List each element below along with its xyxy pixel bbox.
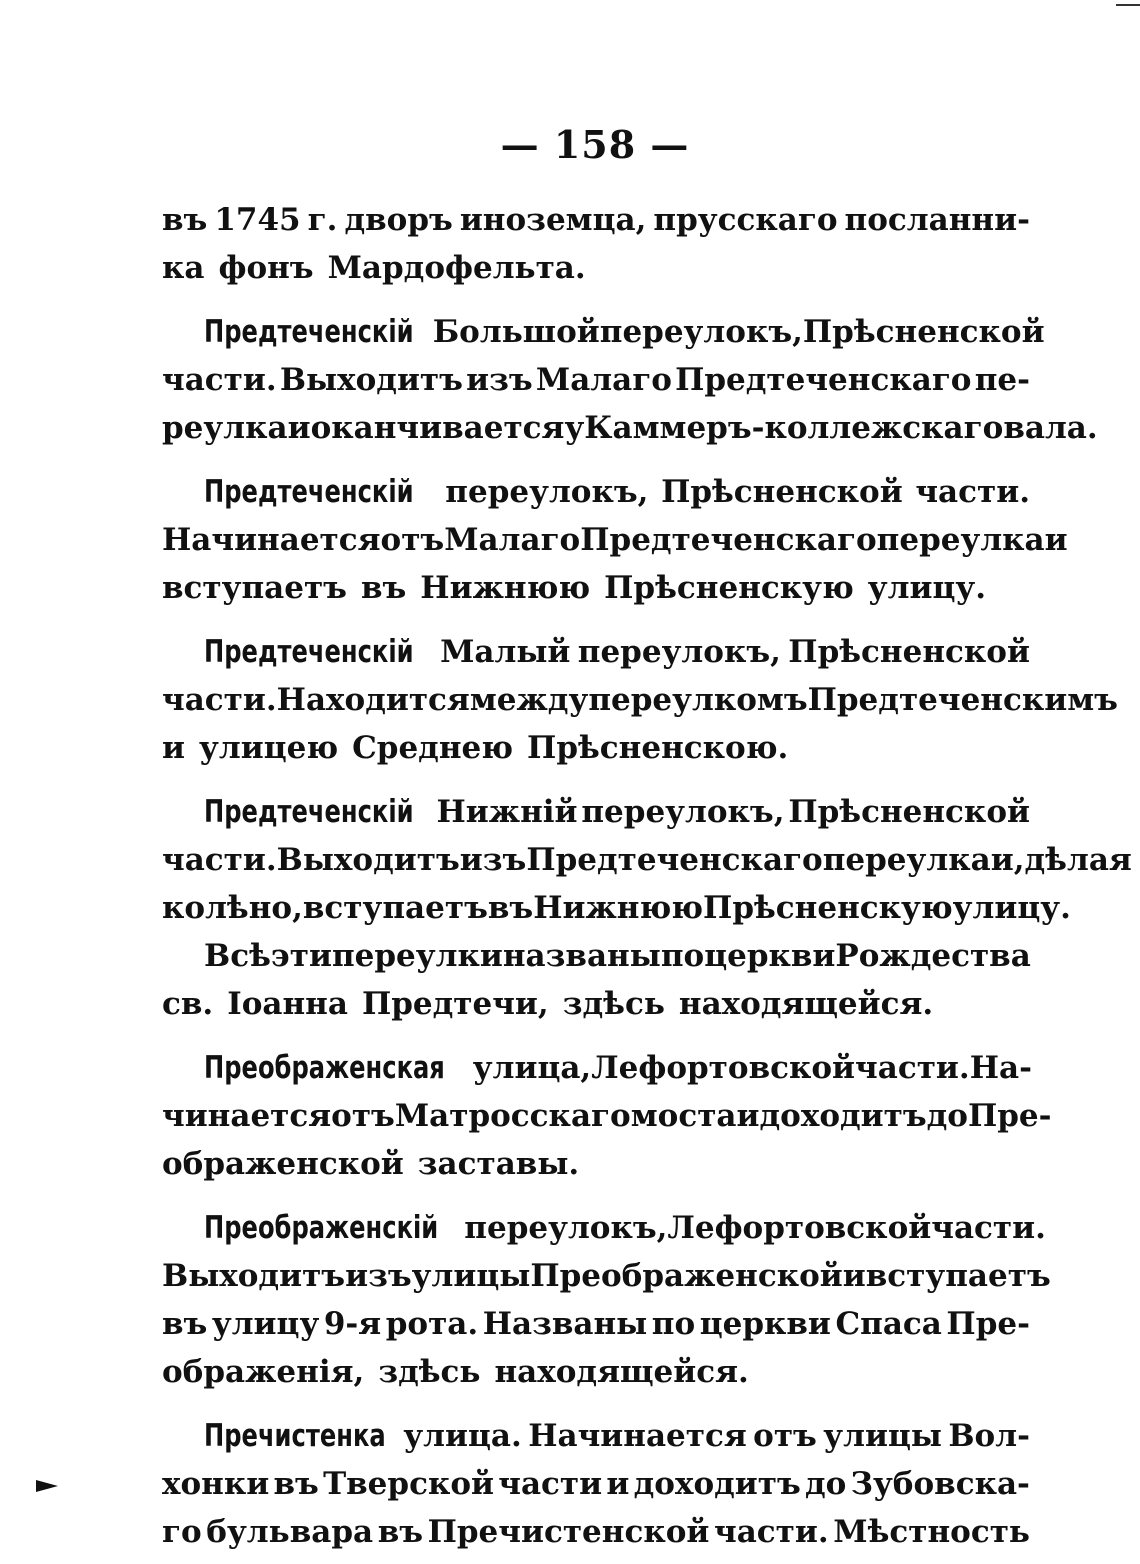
word: Предтечи,	[361, 986, 549, 1022]
word: вступаетъ	[302, 890, 488, 926]
entry-headword: Предтеченскій	[204, 314, 414, 350]
word: Іоанна	[227, 986, 348, 1022]
text-line	[162, 468, 1030, 516]
text-line	[162, 516, 1068, 564]
word: въ	[360, 570, 407, 606]
entry-headword: Преображенскій	[204, 1210, 439, 1246]
margin-mark	[36, 1480, 58, 1492]
word: Названы	[482, 1306, 648, 1342]
word: Выходитъ	[162, 1258, 346, 1294]
page-number: — 158 —	[500, 122, 690, 167]
word: переулки	[331, 938, 503, 974]
word: части.	[162, 362, 277, 398]
word: рота.	[385, 1306, 479, 1342]
text-line	[162, 724, 1030, 772]
word: пе-	[974, 362, 1030, 398]
text-line	[162, 1300, 1030, 1348]
word: вала.	[1003, 410, 1098, 446]
word: улицу	[211, 1306, 320, 1342]
corner-mark	[1116, 4, 1140, 6]
word: Нижній	[436, 794, 578, 830]
word: Выходитъ	[279, 362, 463, 398]
text-line	[162, 196, 1030, 244]
word: переулокъ,	[581, 794, 785, 830]
word: заставы.	[417, 1146, 580, 1182]
word: Среднею	[352, 730, 514, 766]
text-line	[162, 1508, 1030, 1556]
word: Малаго	[444, 522, 581, 558]
entry-headword: Предтеченскій	[204, 794, 414, 830]
word: улицу.	[867, 570, 987, 606]
text-line	[162, 1140, 1030, 1188]
word: Рождества	[835, 938, 1031, 974]
word: ображенія,	[162, 1354, 365, 1390]
word: Нижнюю	[533, 890, 704, 926]
word: въ	[377, 1514, 424, 1550]
word: Преображенской	[530, 1258, 843, 1294]
word: находящейся.	[678, 986, 934, 1022]
word: Начинается	[528, 1418, 747, 1454]
text-line	[162, 788, 1030, 836]
word: Каммеръ-коллежскаго	[584, 410, 1004, 446]
word: въ	[487, 890, 534, 926]
word: Начинается	[162, 522, 381, 558]
word: переулокъ,	[464, 1210, 668, 1246]
word: улицу.	[952, 890, 1071, 926]
word: по	[660, 938, 705, 974]
word: Пре-	[946, 1306, 1030, 1342]
word: изъ	[345, 1258, 412, 1294]
word: части	[498, 1466, 603, 1502]
text-line	[162, 308, 1045, 356]
word: здѣсь	[378, 1354, 481, 1390]
word: Выходитъ	[276, 842, 460, 878]
word: церкви	[699, 1306, 831, 1342]
word: иноземца,	[459, 202, 647, 238]
text-line	[162, 244, 1030, 292]
word: дѣлая	[1024, 842, 1132, 878]
word: улицею	[199, 730, 339, 766]
word: Мардофельта.	[327, 250, 586, 286]
text-line	[162, 836, 1132, 884]
word: г.	[307, 202, 338, 238]
word: улицы	[823, 1418, 942, 1454]
text-line	[162, 564, 1030, 612]
word: находящейся.	[494, 1354, 749, 1390]
word: отъ	[331, 1098, 395, 1134]
word: между	[469, 682, 589, 718]
text-line	[162, 1412, 1030, 1460]
word: св.	[162, 986, 214, 1022]
word: хонки	[162, 1466, 270, 1502]
word: колѣно,	[162, 890, 303, 926]
word: Вол-	[948, 1418, 1030, 1454]
text-line	[162, 1348, 1030, 1396]
word: части.	[714, 1514, 829, 1550]
word: въ	[162, 1306, 208, 1342]
word: до	[805, 1466, 847, 1502]
word: Всѣ	[204, 938, 271, 974]
word: Прѣсненской	[802, 314, 1045, 350]
word: по	[651, 1306, 696, 1342]
word: дворъ	[344, 202, 453, 238]
word: переулокъ,	[599, 314, 803, 350]
word: Прѣсненскую	[604, 570, 854, 606]
word: На-	[969, 1050, 1032, 1086]
word: переулка	[876, 522, 1045, 558]
entry-headword: Пречистенка	[204, 1418, 386, 1454]
word: Зубовска-	[850, 1466, 1030, 1502]
word: церкви	[704, 938, 836, 974]
word: Лефортовской	[667, 1210, 932, 1246]
word: и,	[990, 842, 1025, 878]
word: Предтеченскаго	[675, 362, 972, 398]
text-line	[162, 1204, 1046, 1252]
word: Прѣсненскую	[703, 890, 953, 926]
word: Спаса	[835, 1306, 942, 1342]
entry-headword: Преображенская	[204, 1050, 445, 1086]
word: фонъ	[218, 250, 314, 286]
word: изъ	[466, 362, 533, 398]
word: улица,	[472, 1050, 592, 1086]
word: отъ	[380, 522, 445, 558]
text-line	[162, 932, 1030, 980]
word: части.	[915, 474, 1030, 510]
word: и	[287, 410, 311, 446]
word: Малый	[440, 634, 571, 670]
word: Пре-	[967, 1098, 1052, 1134]
word: Предтеченскаго	[580, 522, 877, 558]
word: части.	[855, 1050, 970, 1086]
word: доходитъ	[633, 1466, 801, 1502]
text-line	[162, 1460, 1030, 1508]
word: Прѣсненской	[788, 794, 1030, 830]
text-line	[162, 356, 1030, 404]
word: Прѣсненской	[788, 634, 1030, 670]
word: реулка	[162, 410, 288, 446]
word: улицы	[411, 1258, 531, 1294]
word: Матросскаго	[394, 1098, 631, 1134]
text-line	[162, 980, 1030, 1028]
entry-headword: Предтеченскій	[204, 474, 414, 510]
text-line	[162, 628, 1030, 676]
word: Мѣстность	[833, 1514, 1030, 1550]
word: отъ	[753, 1418, 817, 1454]
word: прусскаго	[653, 202, 838, 238]
word: и	[842, 1258, 866, 1294]
text-line	[162, 1252, 1051, 1300]
entry-headword: Предтеченскій	[204, 634, 414, 670]
word: до	[926, 1098, 968, 1134]
word: вступаетъ	[162, 570, 347, 606]
word: здѣсь	[562, 986, 665, 1022]
word: части.	[931, 1210, 1046, 1246]
word: 9-я	[323, 1306, 382, 1342]
word: Малаго	[535, 362, 672, 398]
text-line	[162, 404, 1098, 452]
word: въ	[273, 1466, 319, 1502]
word: 1745	[214, 202, 301, 238]
word: ображенской	[162, 1146, 404, 1182]
text-line	[162, 676, 1118, 724]
word: вступаетъ	[865, 1258, 1051, 1294]
word: эти	[270, 938, 332, 974]
word: чинается	[162, 1098, 332, 1134]
text-line	[162, 884, 1071, 932]
word: части.	[162, 682, 277, 718]
word: Тверской	[323, 1466, 495, 1502]
word: и	[162, 730, 185, 766]
word: Предтеченскимъ	[807, 682, 1118, 718]
word: переулка	[822, 842, 991, 878]
word: и	[606, 1466, 630, 1502]
word: изъ	[459, 842, 527, 878]
word: переулкомъ	[588, 682, 808, 718]
word: Предтеченскаго	[526, 842, 823, 878]
word: Прѣсненскою.	[527, 730, 789, 766]
word: бульвара	[206, 1514, 374, 1550]
word: Пречистенской	[427, 1514, 710, 1550]
word: названы	[502, 938, 661, 974]
word: доходитъ	[759, 1098, 927, 1134]
word: Прѣсненской	[661, 474, 903, 510]
word: части.	[162, 842, 277, 878]
word: и	[1044, 522, 1068, 558]
page-text	[162, 196, 1132, 1556]
word: Нижнюю	[420, 570, 591, 606]
text-line	[162, 1044, 1030, 1092]
text-line	[162, 1092, 1052, 1140]
word: го	[162, 1514, 202, 1550]
word: улица.	[403, 1418, 522, 1454]
word: моста	[630, 1098, 737, 1134]
word: ка	[162, 250, 205, 286]
word: переулокъ,	[445, 474, 649, 510]
word: Находится	[276, 682, 470, 718]
word: посланни-	[844, 202, 1030, 238]
word: Лефортовской	[591, 1050, 856, 1086]
word: въ	[162, 202, 208, 238]
word: переулокъ,	[577, 634, 781, 670]
word: оканчивается	[310, 410, 565, 446]
word: и	[736, 1098, 760, 1134]
word: Большой	[432, 314, 600, 350]
word: у	[564, 410, 585, 446]
